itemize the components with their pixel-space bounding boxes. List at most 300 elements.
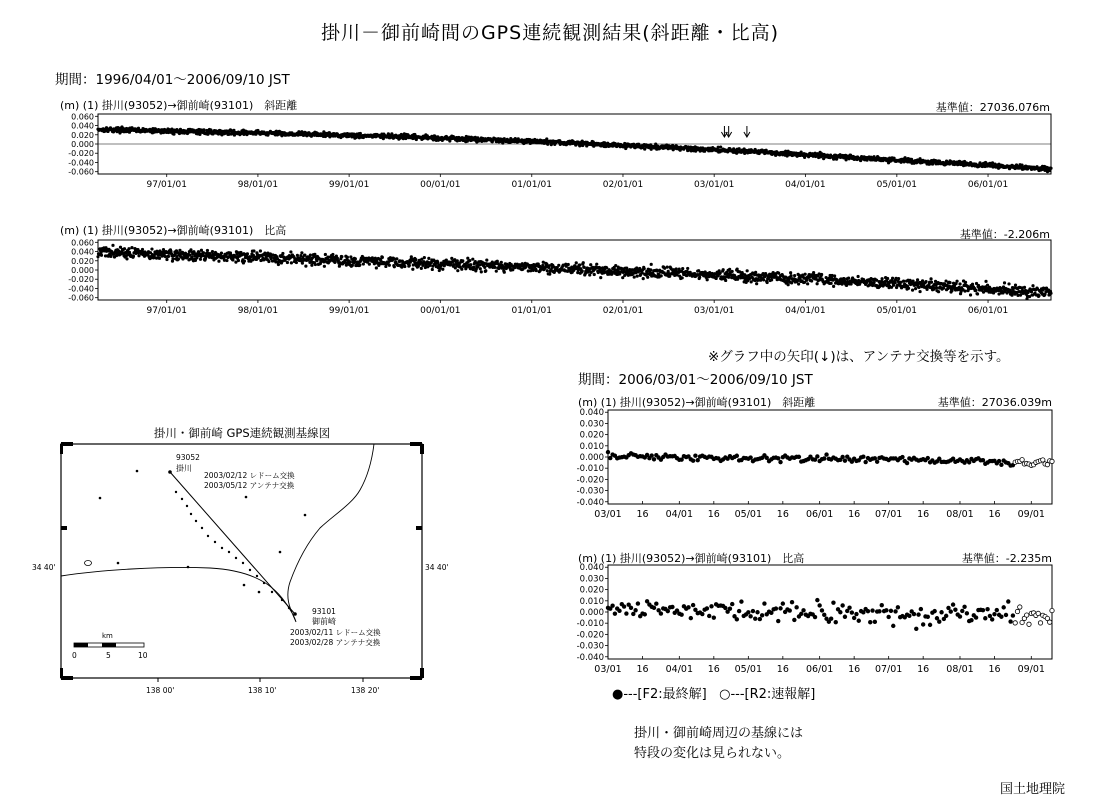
data-point xyxy=(100,254,103,257)
data-point xyxy=(441,268,444,271)
scale-bar xyxy=(74,643,144,647)
data-point xyxy=(924,280,927,283)
data-point xyxy=(165,258,168,261)
data-point xyxy=(696,458,700,462)
data-point xyxy=(535,269,538,272)
data-point xyxy=(873,620,877,624)
x-tick-label: 98/01/01 xyxy=(237,306,279,316)
x-tick-label: 98/01/01 xyxy=(237,180,279,190)
x-tick-label: 16 xyxy=(848,664,861,675)
y-tick-label: -0.010 xyxy=(576,464,604,475)
data-point xyxy=(893,281,896,284)
data-point xyxy=(974,289,977,292)
x-tick-label: 08/01 xyxy=(946,664,974,675)
data-point xyxy=(286,261,289,264)
data-point xyxy=(575,261,578,264)
data-point xyxy=(949,609,953,613)
x-tick-label: 02/01/01 xyxy=(602,306,644,316)
data-point-rapid xyxy=(1020,458,1024,462)
data-point xyxy=(581,269,584,272)
data-point xyxy=(681,276,684,279)
data-point xyxy=(599,276,602,279)
data-point xyxy=(822,456,826,460)
data-point xyxy=(778,460,782,464)
data-point xyxy=(158,257,161,260)
data-point xyxy=(123,247,126,250)
data-point xyxy=(737,609,741,613)
data-point xyxy=(225,259,228,262)
scale-unit: km xyxy=(102,632,113,640)
data-point xyxy=(753,616,757,620)
data-point xyxy=(469,263,472,266)
data-point xyxy=(368,262,371,265)
data-point xyxy=(824,452,828,456)
data-point xyxy=(1003,281,1006,284)
data-point xyxy=(636,274,639,277)
data-point xyxy=(613,611,617,615)
data-point xyxy=(309,253,312,256)
data-point xyxy=(877,609,881,613)
data-point xyxy=(650,263,653,266)
data-point xyxy=(633,608,637,612)
data-point xyxy=(1014,283,1017,286)
y-tick-label: -0.040 xyxy=(68,284,94,294)
data-point xyxy=(480,270,483,273)
data-point xyxy=(666,266,669,269)
data-point xyxy=(231,258,234,261)
data-point xyxy=(748,455,752,459)
x-tick-label: 00/01/01 xyxy=(420,180,461,190)
data-point xyxy=(755,610,759,614)
data-point-rapid xyxy=(1027,622,1031,626)
y-tick-label: -0.030 xyxy=(576,486,604,497)
y-tick-label: 0.010 xyxy=(579,441,604,452)
data-point xyxy=(109,255,112,258)
data-point xyxy=(1010,294,1013,297)
data-point xyxy=(995,608,999,612)
data-point-rapid xyxy=(1015,609,1019,613)
data-point xyxy=(246,252,249,255)
data-point-rapid xyxy=(1050,608,1054,612)
data-point xyxy=(141,248,144,251)
data-point xyxy=(301,262,304,265)
data-point xyxy=(1011,613,1015,617)
data-point xyxy=(916,612,920,616)
data-point xyxy=(484,269,487,272)
data-point xyxy=(346,256,349,259)
data-point-rapid xyxy=(1013,621,1017,625)
data-point xyxy=(589,263,592,266)
y-tick-label: 0.040 xyxy=(71,121,94,131)
data-point xyxy=(918,290,921,293)
data-point xyxy=(1007,282,1010,285)
data-point xyxy=(652,457,656,461)
data-point xyxy=(423,256,426,259)
data-point xyxy=(834,620,838,624)
data-point xyxy=(698,276,701,279)
station-b-event2: 2003/02/28 アンテナ交換 xyxy=(290,638,381,647)
y-tick-label: 0.020 xyxy=(71,256,94,266)
data-point xyxy=(546,269,549,272)
lon-label-2: 138 10' xyxy=(248,686,277,695)
data-point xyxy=(719,271,722,274)
data-point xyxy=(762,278,765,281)
data-point xyxy=(958,282,961,285)
data-point xyxy=(916,278,919,281)
data-point xyxy=(969,293,972,296)
period-long: 期間：1996/04/01～2006/09/10 JST xyxy=(55,72,290,88)
data-point xyxy=(461,259,464,262)
x-tick-label: 05/01/01 xyxy=(876,180,918,190)
data-point xyxy=(359,132,362,135)
chart1-reference: 基準値：27036.076m xyxy=(935,101,1050,114)
y-tick-label: 0.060 xyxy=(71,112,94,122)
data-point xyxy=(801,608,805,612)
data-point xyxy=(937,620,941,624)
data-point xyxy=(748,614,752,618)
y-tick-label: 0.000 xyxy=(579,608,604,618)
x-tick-label: 09/01 xyxy=(1017,509,1045,520)
data-point xyxy=(854,612,858,616)
y-tick-label: 0.030 xyxy=(579,419,604,430)
data-point xyxy=(310,264,313,267)
station-a-name: 掛川 xyxy=(176,464,192,473)
data-point xyxy=(997,459,1001,463)
y-tick-label: -0.020 xyxy=(576,630,604,641)
data-point xyxy=(395,257,398,260)
data-point xyxy=(731,270,734,273)
data-point xyxy=(981,458,985,462)
data-point xyxy=(746,269,749,272)
legend xyxy=(612,683,815,702)
data-point xyxy=(958,614,962,618)
period-short: 期間：2006/03/01～2006/09/10 JST xyxy=(578,372,813,388)
data-point xyxy=(797,282,800,285)
data-point xyxy=(852,616,856,620)
chart3-slope-distance-short xyxy=(566,408,1056,520)
data-point xyxy=(907,287,910,290)
x-tick-label: 99/01/01 xyxy=(328,306,370,316)
data-point xyxy=(984,280,987,283)
data-point xyxy=(331,253,334,256)
data-point xyxy=(691,603,695,607)
data-point xyxy=(810,279,813,282)
data-point xyxy=(354,257,357,260)
data-point xyxy=(928,623,932,627)
data-point xyxy=(652,606,656,610)
data-point xyxy=(776,456,780,460)
x-tick-label: 01/01/01 xyxy=(511,306,552,316)
data-point xyxy=(483,266,486,269)
station-a-event1: 2003/02/12 レドーム交換 xyxy=(204,471,295,480)
data-point xyxy=(606,450,610,454)
data-point xyxy=(348,260,351,263)
data-point-rapid xyxy=(1024,613,1028,617)
x-tick-label: 16 xyxy=(988,664,1001,675)
data-point xyxy=(944,614,948,618)
x-tick-label: 07/01 xyxy=(874,509,903,520)
data-point xyxy=(789,271,792,274)
chart1-subtitle: (m) (1) 掛川(93052)→御前崎(93101) 斜距離 xyxy=(60,99,298,112)
data-point xyxy=(202,251,205,254)
data-point xyxy=(951,602,955,606)
lat-label-left: 34 40' xyxy=(32,563,56,572)
data-point xyxy=(471,258,474,261)
data-point xyxy=(790,274,793,277)
data-point xyxy=(843,458,847,462)
data-point xyxy=(631,612,635,616)
data-point xyxy=(948,281,951,284)
data-point xyxy=(897,277,900,280)
data-point xyxy=(829,616,833,620)
data-point xyxy=(806,282,809,285)
station-a-event2: 2003/05/12 アンテナ交換 xyxy=(204,481,295,490)
x-tick-label: 06/01 xyxy=(805,509,834,520)
data-point xyxy=(889,609,893,613)
data-point xyxy=(190,255,193,258)
scale-tick-0: 0 xyxy=(72,651,77,660)
x-tick-label: 05/01 xyxy=(734,664,763,675)
chart3-subtitle: (m) (1) 掛川(93052)→御前崎(93101) 斜距離 xyxy=(578,396,816,409)
data-point xyxy=(820,608,824,612)
chart2-height-difference-long xyxy=(60,238,1055,316)
arrow-note: ※グラフ中の矢印(↓)は、アンテナ交換等を示す。 xyxy=(708,349,1010,365)
y-tick-label: 0.060 xyxy=(71,238,94,248)
data-point xyxy=(875,460,879,464)
y-tick-label: -0.020 xyxy=(68,275,94,285)
data-point xyxy=(755,282,758,285)
data-point xyxy=(420,267,423,270)
data-point xyxy=(259,249,262,252)
data-point xyxy=(691,458,695,462)
x-tick-label: 06/01/01 xyxy=(967,306,1009,316)
data-point xyxy=(840,603,844,607)
data-point xyxy=(130,246,133,249)
data-point xyxy=(838,610,842,614)
data-point xyxy=(243,259,246,262)
y-tick-label: -0.010 xyxy=(576,619,604,630)
data-points xyxy=(606,598,1054,631)
data-point xyxy=(1024,289,1027,292)
x-tick-label: 16 xyxy=(848,509,861,520)
data-point xyxy=(774,606,778,610)
y-tick-label: 0.040 xyxy=(71,247,94,257)
y-tick-label: 0.030 xyxy=(579,574,604,585)
data-point xyxy=(746,610,750,614)
data-point xyxy=(1004,613,1008,617)
data-point xyxy=(375,266,378,269)
station-b-code: 93101 xyxy=(312,607,336,616)
data-point xyxy=(289,250,292,253)
data-point xyxy=(681,267,684,270)
data-point xyxy=(617,609,621,613)
x-tick-label: 00/01/01 xyxy=(420,306,461,316)
y-tick-label: -0.060 xyxy=(68,293,94,303)
x-tick-label: 06/01/01 xyxy=(967,180,1009,190)
y-tick-label: 0.000 xyxy=(71,266,94,275)
y-tick-label: 0.020 xyxy=(579,430,604,441)
data-point xyxy=(815,454,819,458)
data-point xyxy=(707,614,711,618)
x-tick-label: 04/01 xyxy=(665,664,694,675)
data-point xyxy=(654,602,658,606)
data-point xyxy=(217,260,220,263)
y-tick-label: 0.040 xyxy=(579,408,604,419)
x-tick-label: 05/01 xyxy=(734,509,763,520)
y-tick-label: 0.020 xyxy=(71,130,94,140)
x-tick-label: 07/01 xyxy=(874,664,903,675)
data-point xyxy=(1037,294,1040,297)
y-tick-label: -0.040 xyxy=(576,652,604,663)
data-point xyxy=(578,263,581,266)
data-point xyxy=(857,619,861,623)
data-point xyxy=(751,609,755,613)
x-tick-label: 03/01/01 xyxy=(693,180,735,190)
data-point xyxy=(595,263,598,266)
data-point xyxy=(974,615,978,619)
x-tick-label: 05/01/01 xyxy=(876,306,918,316)
data-point xyxy=(1049,292,1052,295)
data-point xyxy=(200,249,203,252)
data-point xyxy=(649,268,652,271)
data-point xyxy=(693,453,697,457)
data-point xyxy=(211,250,214,253)
data-point xyxy=(427,257,430,260)
arrow-marker xyxy=(721,126,727,137)
data-point xyxy=(754,271,757,274)
data-point-rapid xyxy=(1038,621,1042,625)
data-point xyxy=(787,283,790,286)
data-point xyxy=(300,251,303,254)
data-point xyxy=(955,280,958,283)
data-point xyxy=(730,602,734,606)
arrow-marker xyxy=(744,126,750,137)
station-marker-b xyxy=(293,612,297,616)
station-dots xyxy=(99,470,307,610)
map-title: 掛川・御前崎 GPS連続観測基線図 xyxy=(153,426,331,440)
x-tick-label: 04/01 xyxy=(665,509,694,520)
data-point xyxy=(886,277,889,280)
data-point xyxy=(712,615,716,619)
data-point xyxy=(686,605,690,609)
data-point xyxy=(847,606,851,610)
data-point xyxy=(963,289,966,292)
data-point xyxy=(893,609,897,613)
data-point xyxy=(588,273,591,276)
data-point xyxy=(267,260,270,263)
x-tick-label: 16 xyxy=(636,664,649,675)
data-point xyxy=(790,281,793,284)
data-point-rapid xyxy=(1036,611,1040,615)
data-point xyxy=(295,261,298,264)
data-point xyxy=(723,606,727,610)
data-point xyxy=(735,617,739,621)
x-tick-label: 06/01 xyxy=(805,664,834,675)
data-point xyxy=(700,612,704,616)
data-point xyxy=(659,611,663,615)
data-point xyxy=(277,263,280,266)
data-point xyxy=(1001,605,1005,609)
data-point xyxy=(868,620,872,624)
x-tick-label: 16 xyxy=(917,664,930,675)
data-point-rapid xyxy=(1048,620,1052,624)
x-tick-label: 03/01 xyxy=(594,509,622,520)
data-point xyxy=(983,616,987,620)
chart2-subtitle: (m) (1) 掛川(93052)→御前崎(93101) 比高 xyxy=(60,224,287,237)
data-point xyxy=(411,268,414,271)
data-point xyxy=(132,255,135,258)
data-point xyxy=(468,259,471,262)
data-point xyxy=(199,258,202,261)
chart4-subtitle: (m) (1) 掛川(93052)→御前崎(93101) 比高 xyxy=(578,552,805,565)
chart4-height-difference-short xyxy=(566,563,1056,675)
y-tick-label: -0.040 xyxy=(68,158,94,168)
data-point xyxy=(932,609,936,613)
data-point xyxy=(907,614,911,618)
data-point xyxy=(939,610,943,614)
data-point xyxy=(178,249,181,252)
data-point xyxy=(912,612,916,616)
data-point xyxy=(456,269,459,272)
x-tick-label: 16 xyxy=(988,509,1001,520)
data-point xyxy=(557,264,560,267)
data-point xyxy=(125,257,128,260)
data-point xyxy=(171,257,174,260)
conclusion-line2: 特段の変化は見られない。 xyxy=(634,746,791,761)
data-point xyxy=(593,273,596,276)
data-point xyxy=(495,270,498,273)
data-point xyxy=(381,256,384,259)
x-tick-label: 16 xyxy=(707,509,720,520)
data-point xyxy=(206,249,209,252)
y-tick-label: 0.000 xyxy=(71,140,94,149)
data-point xyxy=(111,244,114,247)
data-point xyxy=(314,263,317,266)
data-point xyxy=(990,617,994,621)
x-tick-label: 03/01/01 xyxy=(693,306,735,316)
data-point xyxy=(436,261,439,264)
data-point xyxy=(408,264,411,267)
data-point xyxy=(793,274,796,277)
data-points xyxy=(606,450,1054,468)
x-tick-label: 09/01 xyxy=(1017,664,1045,675)
data-point xyxy=(930,281,933,284)
data-point xyxy=(431,268,434,271)
data-point xyxy=(792,618,796,622)
data-point xyxy=(503,271,506,274)
data-point xyxy=(500,261,503,264)
data-point xyxy=(642,277,645,280)
data-point xyxy=(675,267,678,270)
data-point xyxy=(880,277,883,280)
x-tick-label: 16 xyxy=(707,664,720,675)
legend-final: ●---[F2:最終解] xyxy=(612,687,707,702)
conclusion-line1: 掛川・御前崎周辺の基線には xyxy=(634,726,804,741)
data-point xyxy=(847,277,850,280)
data-points xyxy=(96,125,1052,173)
data-point xyxy=(541,264,544,267)
data-point xyxy=(646,276,649,279)
data-point xyxy=(679,612,683,616)
data-point xyxy=(870,608,874,612)
coast-island xyxy=(85,561,92,566)
data-point xyxy=(929,277,932,280)
data-point xyxy=(992,612,996,616)
data-point xyxy=(450,257,453,260)
data-point xyxy=(150,247,153,250)
data-point xyxy=(886,615,890,619)
lat-label-right: 34 40' xyxy=(425,563,449,572)
